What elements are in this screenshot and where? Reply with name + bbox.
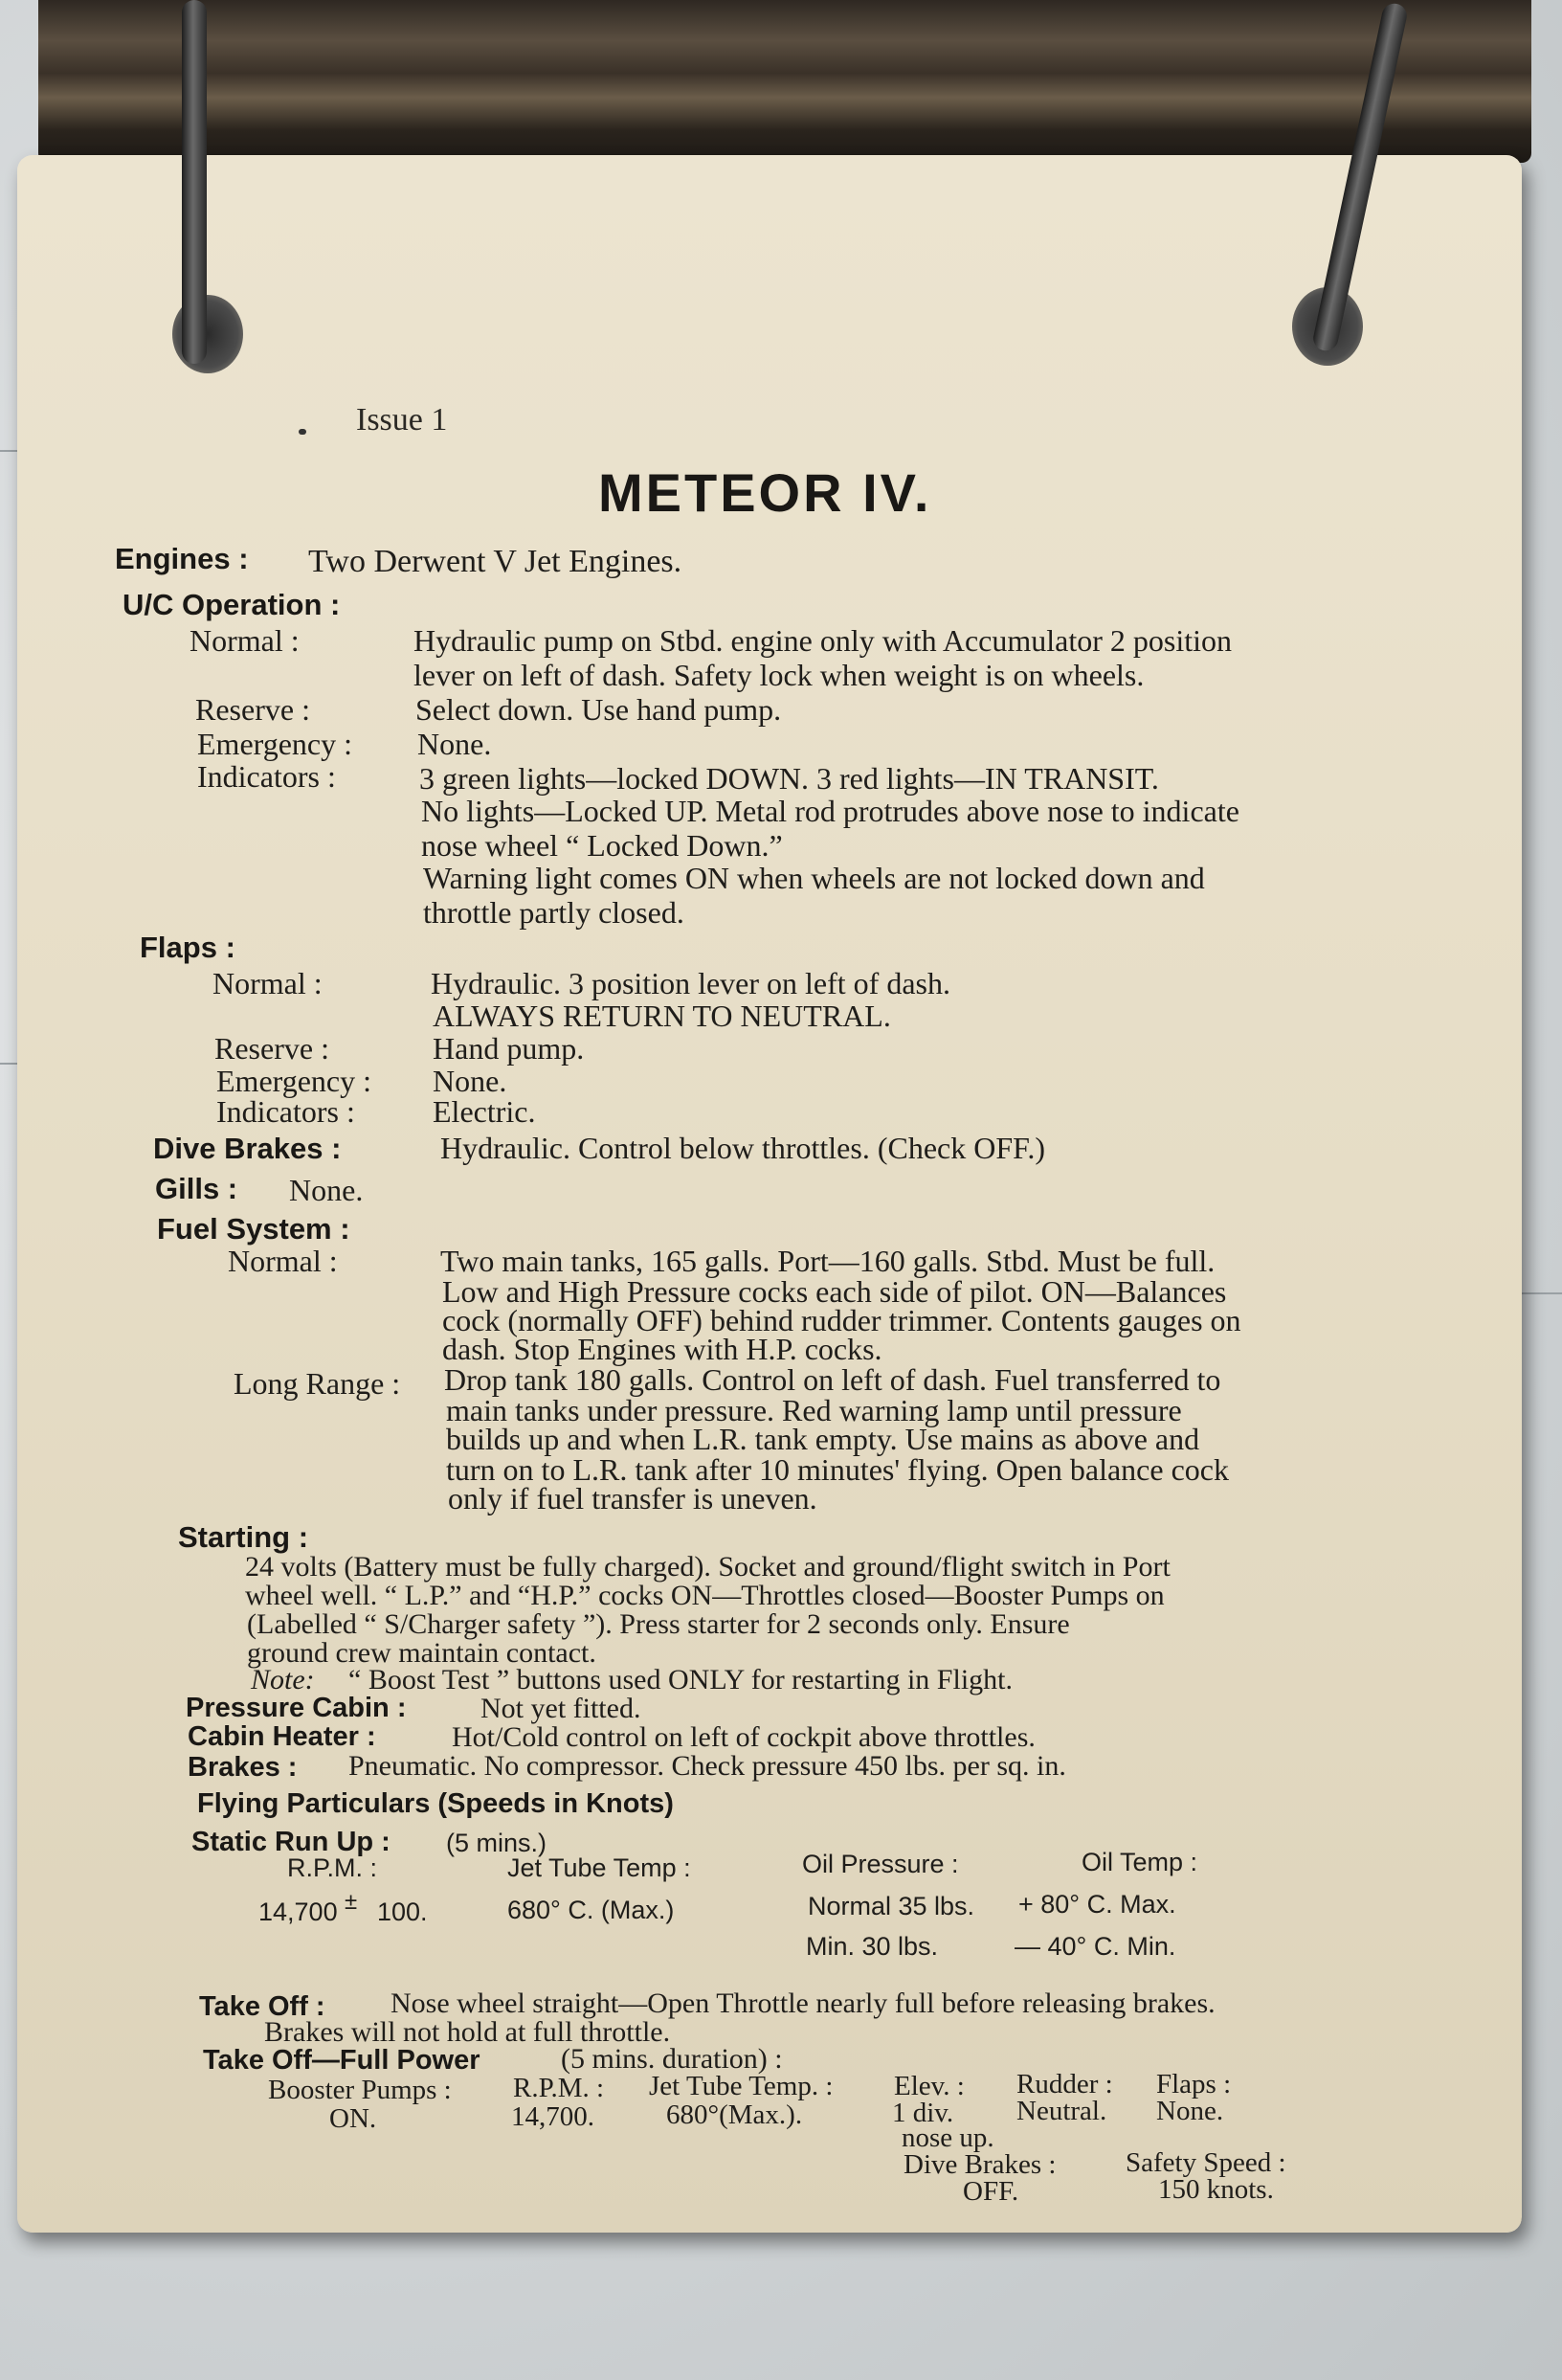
- flaps-normal-2: ALWAYS RETURN TO NEUTRAL.: [433, 999, 891, 1033]
- booster-pumps-value: ON.: [329, 2103, 377, 2134]
- full-power-jet-label: Jet Tube Temp. :: [649, 2071, 834, 2101]
- static-jet-value: 680° C. (Max.): [507, 1896, 675, 1924]
- static-rpm-tolerance: 100.: [377, 1897, 428, 1926]
- flaps-setting-label: Flaps :: [1156, 2069, 1232, 2099]
- starting-line-2: wheel well. “ L.P.” and “H.P.” cocks ON—Throttles closed—Booster Pumps on: [245, 1580, 1165, 1611]
- fuel-normal-4: dash. Stop Engines with H.P. cocks.: [442, 1332, 882, 1366]
- uc-normal-1: Hydraulic pump on Stbd. engine only with Accumulator 2 position: [413, 623, 1233, 658]
- uc-ind-3: nose wheel “ Locked Down.”: [421, 828, 783, 863]
- dive-brakes-label: Dive Brakes :: [153, 1132, 342, 1165]
- flying-particulars-heading: Flying Particulars (Speeds in Knots): [197, 1788, 674, 1819]
- fuel-normal-2: Low and High Pressure cocks each side of pilot. ON—Balances: [442, 1274, 1227, 1309]
- starting-note: “ Boost Test ” buttons used ONLY for restarting in Flight.: [348, 1664, 1013, 1695]
- safety-speed-label: Safety Speed :: [1126, 2147, 1286, 2178]
- binder-ring-left: [182, 0, 207, 364]
- engines-text: Two Derwent V Jet Engines.: [308, 544, 682, 579]
- pencil-mark: [299, 429, 306, 435]
- static-oil-pressure-label: Oil Pressure :: [802, 1850, 959, 1878]
- uc-indicators-label: Indicators :: [197, 759, 336, 794]
- fuel-long-5: only if fuel transfer is uneven.: [448, 1481, 817, 1516]
- uc-reserve: Select down. Use hand pump.: [415, 692, 782, 727]
- pressure-cabin-text: Not yet fitted.: [480, 1693, 641, 1724]
- plus-minus-sign: ±: [345, 1889, 358, 1915]
- fuel-long-1: Drop tank 180 galls. Control on left of dash. Fuel transferred to: [444, 1362, 1221, 1397]
- dive-brakes-text: Hydraulic. Control below throttles. (Check OFF.): [440, 1131, 1046, 1165]
- starting-line-3: (Labelled “ S/Charger safety ”). Press starter for 2 seconds only. Ensure: [247, 1608, 1070, 1640]
- take-off-label: Take Off :: [199, 1991, 325, 2022]
- rudder-value: Neutral.: [1016, 2096, 1107, 2126]
- fuel-long-range-label: Long Range :: [234, 1366, 401, 1401]
- fuel-normal-label: Normal :: [228, 1244, 338, 1278]
- full-power-rpm-value: 14,700.: [511, 2101, 594, 2132]
- elev-value-1: 1 div.: [892, 2098, 954, 2128]
- uc-emergency-label: Emergency :: [197, 727, 353, 761]
- flaps-setting-value: None.: [1156, 2096, 1224, 2126]
- fuel-long-3: builds up and when L.R. tank empty. Use mains as above and: [446, 1422, 1200, 1456]
- fuel-normal-3: cock (normally OFF) behind rudder trimmer. Contents gauges on: [442, 1303, 1241, 1337]
- rudder-label: Rudder :: [1016, 2069, 1113, 2099]
- take-off-line-2: Brakes will not hold at full throttle.: [264, 2016, 671, 2048]
- flaps-emergency-label: Emergency :: [216, 1064, 372, 1098]
- flaps-heading: Flaps :: [140, 931, 235, 964]
- cabin-heater-text: Hot/Cold control on left of cockpit above throttles.: [452, 1721, 1036, 1753]
- uc-ind-2: No lights—Locked UP. Metal rod protrudes above nose to indicate: [421, 794, 1239, 828]
- page-stack: [38, 0, 1531, 163]
- static-oil-temp-label: Oil Temp :: [1082, 1848, 1198, 1876]
- issue-label: Issue 1: [356, 402, 448, 438]
- engines-label: Engines :: [115, 542, 249, 575]
- uc-normal-label: Normal :: [190, 623, 300, 658]
- booster-pumps-label: Booster Pumps :: [268, 2075, 452, 2105]
- static-jet-label: Jet Tube Temp :: [507, 1853, 691, 1882]
- uc-ind-4: Warning light comes ON when wheels are not locked down and: [423, 861, 1205, 895]
- fuel-heading: Fuel System :: [157, 1212, 350, 1246]
- static-oil-pressure-normal: Normal 35 lbs.: [808, 1892, 975, 1920]
- full-power-jet-value: 680°(Max.).: [666, 2099, 803, 2130]
- static-run-up-heading: Static Run Up :: [191, 1827, 390, 1857]
- pressure-cabin-label: Pressure Cabin :: [186, 1693, 407, 1723]
- elev-label: Elev. :: [894, 2071, 965, 2101]
- uc-heading: U/C Operation :: [123, 588, 341, 621]
- flaps-indicators: Electric.: [433, 1094, 536, 1129]
- starting-line-1: 24 volts (Battery must be fully charged). Socket and ground/flight switch in Port: [245, 1551, 1171, 1583]
- full-power-dive-brakes-label: Dive Brakes :: [904, 2149, 1057, 2180]
- starting-line-4: ground crew maintain contact.: [247, 1637, 596, 1669]
- page-title: METEOR IV.: [598, 462, 932, 523]
- take-off-line-1: Nose wheel straight—Open Throttle nearly full before releasing brakes.: [390, 1987, 1216, 2019]
- full-power-rpm-label: R.P.M. :: [513, 2073, 605, 2103]
- starting-note-label: Note:: [251, 1664, 315, 1695]
- brakes-text: Pneumatic. No compressor. Check pressure 450 lbs. per sq. in.: [348, 1750, 1066, 1782]
- flaps-emergency: None.: [433, 1064, 507, 1098]
- gills-text: None.: [289, 1173, 364, 1207]
- fuel-normal-1: Two main tanks, 165 galls. Port—160 galls. Stbd. Must be full.: [440, 1244, 1216, 1278]
- cabin-heater-label: Cabin Heater :: [188, 1721, 376, 1752]
- full-power-dive-brakes-value: OFF.: [963, 2176, 1019, 2207]
- uc-ind-5: throttle partly closed.: [423, 895, 684, 930]
- flaps-normal-1: Hydraulic. 3 position lever on left of dash.: [431, 966, 950, 1000]
- flaps-reserve: Hand pump.: [433, 1031, 585, 1066]
- take-off-full-power-duration: (5 mins. duration) :: [561, 2043, 783, 2075]
- gills-label: Gills :: [155, 1172, 238, 1205]
- static-rpm-label: R.P.M. :: [287, 1853, 378, 1882]
- flaps-normal-label: Normal :: [212, 966, 323, 1000]
- fuel-long-4: turn on to L.R. tank after 10 minutes' flying. Open balance cock: [446, 1452, 1229, 1487]
- starting-heading: Starting :: [178, 1520, 309, 1554]
- take-off-full-power-heading: Take Off—Full Power: [203, 2045, 480, 2076]
- uc-emergency: None.: [417, 727, 492, 761]
- uc-ind-1: 3 green lights—locked DOWN. 3 red lights—IN TRANSIT.: [419, 761, 1159, 796]
- safety-speed-value: 150 knots.: [1158, 2174, 1274, 2205]
- flaps-indicators-label: Indicators :: [216, 1094, 355, 1129]
- static-rpm-value: 14,700: [258, 1897, 338, 1926]
- static-run-up-duration: (5 mins.): [446, 1829, 547, 1857]
- fuel-long-2: main tanks under pressure. Red warning lamp until pressure: [446, 1393, 1182, 1427]
- uc-normal-2: lever on left of dash. Safety lock when weight is on wheels.: [413, 658, 1145, 692]
- uc-reserve-label: Reserve :: [195, 692, 310, 727]
- static-oil-temp-max: + 80° C. Max.: [1018, 1890, 1176, 1919]
- flaps-reserve-label: Reserve :: [214, 1031, 329, 1066]
- brakes-label: Brakes :: [188, 1752, 298, 1783]
- static-oil-temp-min: — 40° C. Min.: [1015, 1932, 1176, 1961]
- elev-value-2: nose up.: [902, 2122, 994, 2153]
- static-oil-pressure-min: Min. 30 lbs.: [806, 1932, 939, 1961]
